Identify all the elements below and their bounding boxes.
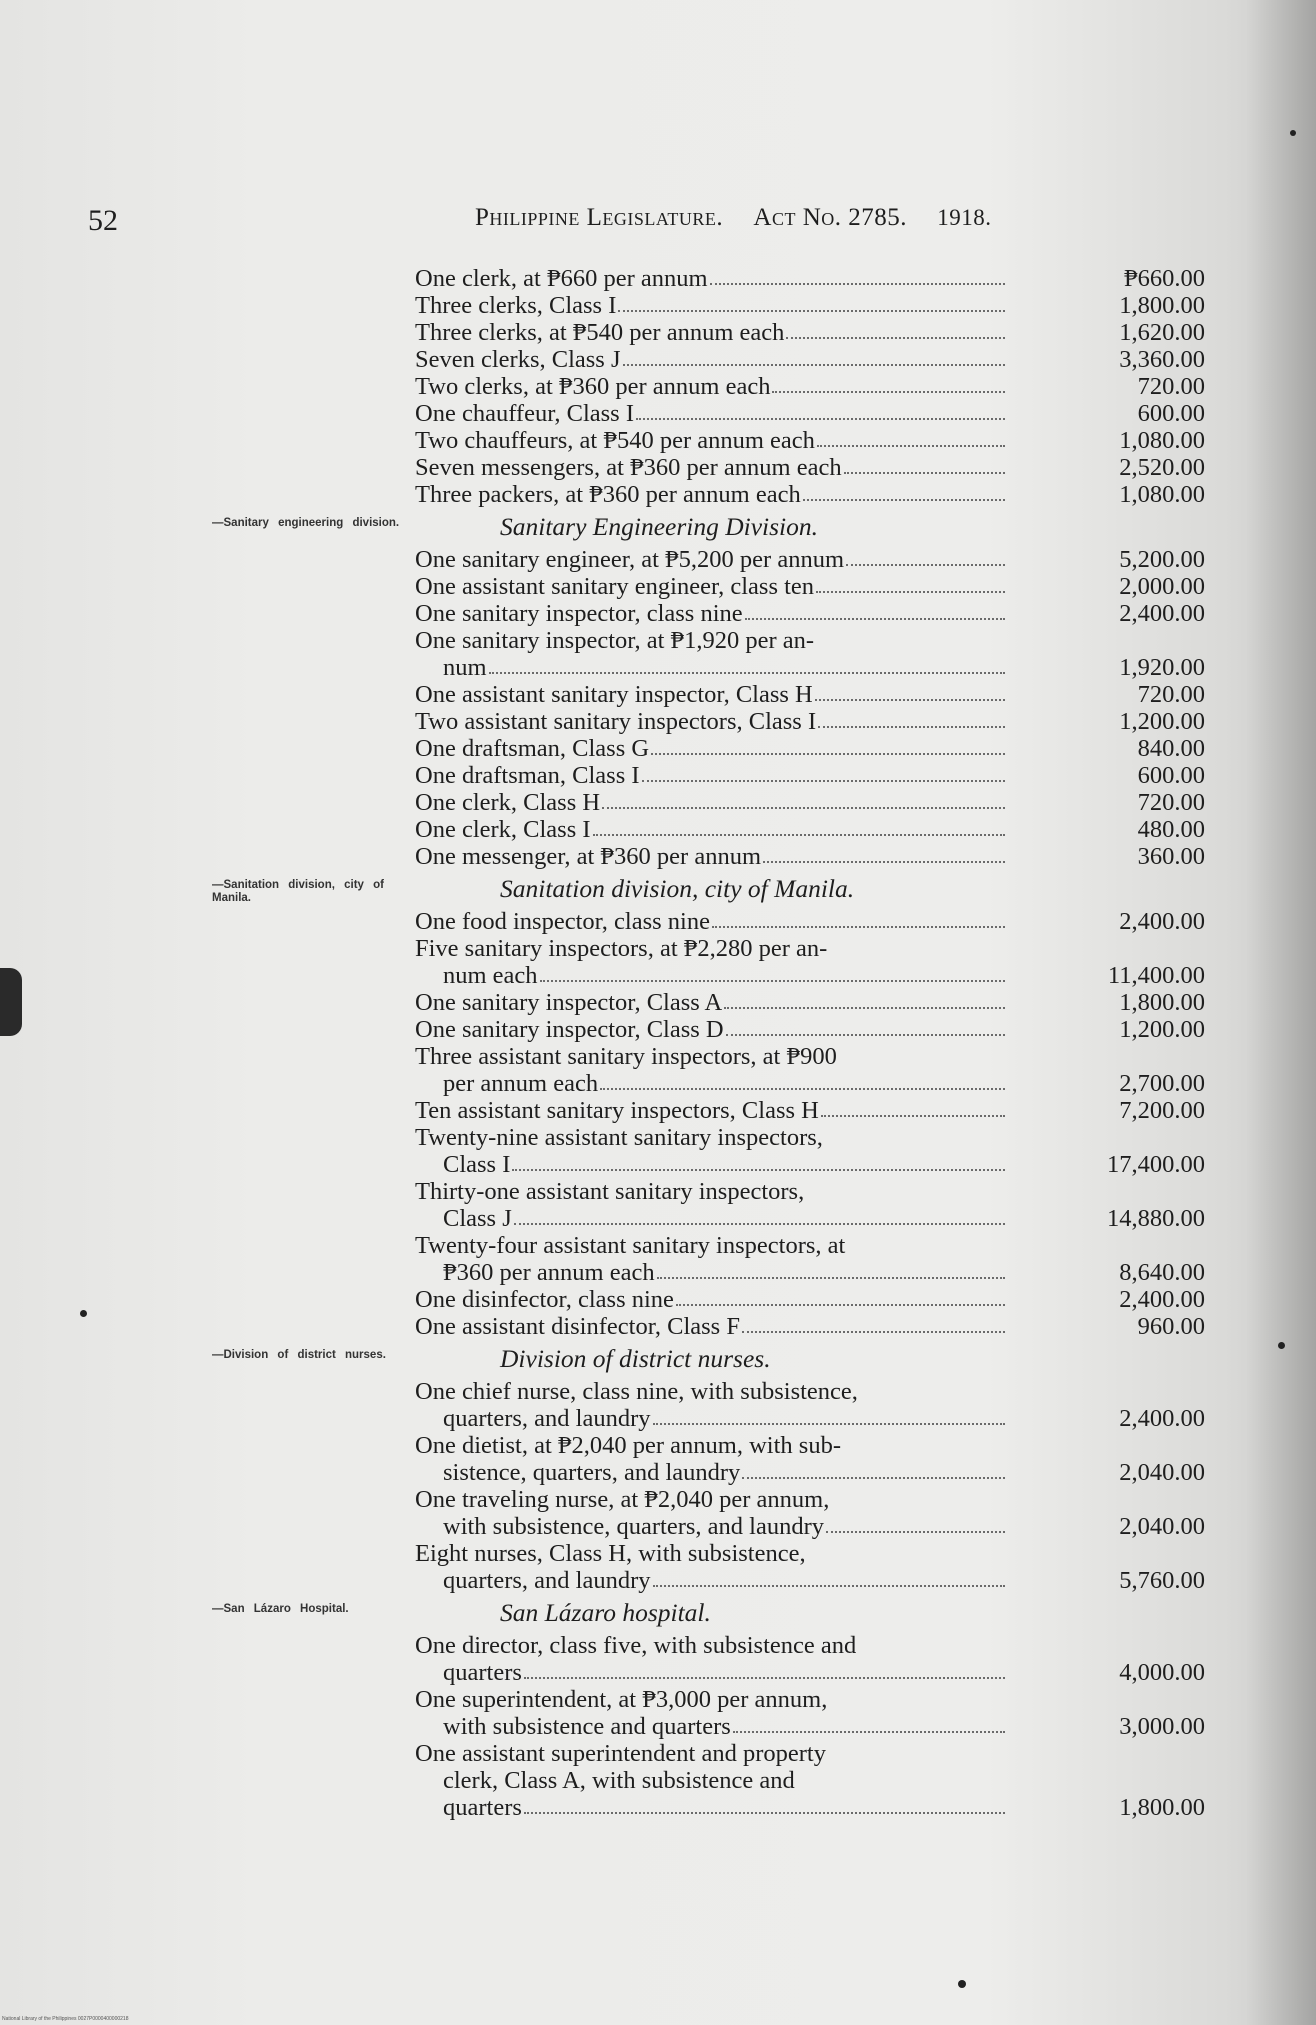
line-item-description: One dietist, at ₱2,040 per annum, with sub- [415, 1432, 841, 1459]
line-item-amount: 17,400.00 [1107, 1151, 1205, 1178]
line-item-description: One traveling nurse, at ₱2,040 per annum, [415, 1486, 830, 1513]
section-heading: Sanitation division, city of Manila. [500, 874, 855, 903]
dot-leader [712, 908, 1005, 928]
line-item-amount: 360.00 [1137, 843, 1205, 870]
dot-leader [710, 265, 1005, 285]
line-item-description: quarters, and laundry [443, 1405, 651, 1432]
line-item-text-row [415, 1043, 1007, 1070]
marginal-note: —San Lázaro Hospital. [212, 1603, 349, 1615]
line-item-amount: 1,800.00 [1119, 1794, 1205, 1821]
line-item-description: Three packers, at ₱360 per annum each [415, 481, 801, 508]
line-item-description: One sanitary engineer, at ₱5,200 per annum [415, 546, 845, 573]
line-item [415, 481, 1205, 508]
line-item-text-row [415, 1232, 1007, 1259]
line-item-description: Seven messengers, at ₱360 per annum each [415, 454, 842, 481]
line-item-amount: 480.00 [1137, 816, 1205, 843]
line-item [415, 400, 1205, 427]
line-item-text-row [415, 319, 1007, 346]
dot-leader [636, 400, 1005, 420]
line-item-description: Seven clerks, Class J [415, 346, 621, 373]
line-item [415, 1378, 1205, 1432]
line-item-description: with subsistence and quarters [443, 1713, 731, 1740]
line-item-description: One draftsman, Class I [415, 762, 640, 789]
dot-leader [745, 600, 1005, 620]
line-item-text-row [415, 1378, 1007, 1405]
line-item-text-row [415, 1178, 1007, 1205]
section-heading: San Lázaro hospital. [500, 1598, 711, 1627]
line-item-amount: 2,400.00 [1119, 1405, 1205, 1432]
line-item-description: One assistant superintendent and property [415, 1740, 826, 1767]
line-item-text-row [415, 789, 1007, 816]
dot-leader [816, 573, 1005, 593]
line-item-description: One clerk, Class I [415, 816, 591, 843]
dot-leader [651, 735, 1005, 755]
line-item-text-row [415, 1070, 1007, 1097]
line-item-text-row [415, 1767, 1007, 1794]
line-item-text-row [415, 1259, 1007, 1286]
dot-leader [540, 962, 1005, 982]
line-item [415, 573, 1205, 600]
line-item-description: Two assistant sanitary inspectors, Class I [415, 708, 817, 735]
line-item-amount: 3,000.00 [1119, 1713, 1205, 1740]
line-item-description: One sanitary inspector, Class D [415, 1016, 724, 1043]
line-item-description: quarters, and laundry [443, 1567, 651, 1594]
dot-leader [815, 681, 1005, 701]
line-item-description: Eight nurses, Class H, with subsistence, [415, 1540, 806, 1567]
line-item-description: Twenty-nine assistant sanitary inspectors, [415, 1124, 823, 1151]
line-item-text-row [415, 681, 1007, 708]
line-item-description: Three clerks, Class I [415, 292, 617, 319]
line-item [415, 454, 1205, 481]
running-head-year: 1918. [937, 205, 992, 230]
line-item-amount: 720.00 [1137, 373, 1205, 400]
line-item-text-row [415, 1659, 1007, 1686]
section-heading: Division of district nurses. [500, 1344, 771, 1373]
line-item [415, 292, 1205, 319]
line-item-text-row [415, 1151, 1007, 1178]
page-number: 52 [88, 204, 118, 237]
line-item [415, 1486, 1205, 1540]
scan-speck [1290, 130, 1296, 136]
dot-leader [726, 1016, 1005, 1036]
line-item-description: One clerk, Class H [415, 789, 601, 816]
dot-leader [618, 292, 1005, 312]
line-item-text-row [415, 292, 1007, 319]
line-item-description: One superintendent, at ₱3,000 per annum, [415, 1686, 828, 1713]
line-item-amount: 2,700.00 [1119, 1070, 1205, 1097]
line-item [415, 1632, 1205, 1686]
line-item-description: Ten assistant sanitary inspectors, Class H [415, 1097, 819, 1124]
dot-leader [653, 1405, 1006, 1425]
line-item [415, 1286, 1205, 1313]
line-item-text-row [415, 1286, 1007, 1313]
line-item-amount: 2,040.00 [1119, 1513, 1205, 1540]
line-item-text-row [415, 1486, 1007, 1513]
line-item [415, 627, 1205, 681]
line-item-description: One assistant sanitary inspector, Class H [415, 681, 813, 708]
line-item [415, 681, 1205, 708]
dot-leader [653, 1567, 1006, 1587]
line-item [415, 265, 1205, 292]
dot-leader [772, 373, 1005, 393]
line-item-description: One messenger, at ₱360 per annum [415, 843, 762, 870]
line-item [415, 935, 1205, 989]
line-item-amount: 720.00 [1137, 681, 1205, 708]
line-item-text-row [415, 708, 1007, 735]
marginal-note: —Sanitation division, city of Manila. [212, 879, 384, 904]
line-item-amount: 1,920.00 [1119, 654, 1205, 681]
line-item [415, 319, 1205, 346]
line-item-text-row [415, 1740, 1007, 1767]
line-item-amount: 1,800.00 [1119, 292, 1205, 319]
dot-leader [733, 1713, 1005, 1733]
line-item [415, 1178, 1205, 1232]
line-item-text-row [415, 1794, 1007, 1821]
dot-leader [642, 762, 1005, 782]
line-item-description: One disinfector, class nine [415, 1286, 674, 1313]
line-item-text-row [415, 400, 1007, 427]
line-item-text-row [415, 454, 1007, 481]
line-item-amount: 2,400.00 [1119, 600, 1205, 627]
dot-leader [602, 789, 1005, 809]
line-item-amount: 2,400.00 [1119, 1286, 1205, 1313]
line-item [415, 989, 1205, 1016]
line-item-text-row [415, 373, 1007, 400]
line-item-amount: 7,200.00 [1119, 1097, 1205, 1124]
line-item-description: Two chauffeurs, at ₱540 per annum each [415, 427, 815, 454]
line-item [415, 427, 1205, 454]
line-item-description: Three assistant sanitary inspectors, at ₱900 [415, 1043, 837, 1070]
line-item-amount: 1,080.00 [1119, 481, 1205, 508]
line-item-text-row [415, 1513, 1007, 1540]
line-item-text-row [415, 989, 1007, 1016]
line-item-text-row [415, 654, 1007, 681]
line-item [415, 843, 1205, 870]
dot-leader [818, 708, 1005, 728]
line-item [415, 1016, 1205, 1043]
line-item-amount: 1,200.00 [1119, 708, 1205, 735]
dot-leader [817, 427, 1005, 447]
line-item-amount: 960.00 [1137, 1313, 1205, 1340]
line-item-amount: 600.00 [1137, 400, 1205, 427]
line-item-amount: 720.00 [1137, 789, 1205, 816]
scan-speck [1278, 1342, 1285, 1349]
dot-leader [524, 1659, 1005, 1679]
dot-leader [742, 1459, 1005, 1479]
line-item-amount: 2,400.00 [1119, 908, 1205, 935]
line-item-description: One sanitary inspector, class nine [415, 600, 743, 627]
line-item [415, 1432, 1205, 1486]
line-item [415, 789, 1205, 816]
line-item-text-row [415, 481, 1007, 508]
line-item-description: clerk, Class A, with subsistence and [443, 1767, 795, 1794]
line-item-text-row [415, 1459, 1007, 1486]
line-item-text-row [415, 427, 1007, 454]
line-item-text-row [415, 962, 1007, 989]
dot-leader [623, 346, 1006, 366]
line-item [415, 1043, 1205, 1097]
line-item-text-row [415, 908, 1007, 935]
line-item [415, 762, 1205, 789]
line-item [415, 1740, 1205, 1821]
section-heading: Sanitary Engineering Division. [500, 512, 819, 541]
line-item-text-row [415, 1016, 1007, 1043]
dot-leader [844, 454, 1005, 474]
line-item-description: Thirty-one assistant sanitary inspectors, [415, 1178, 805, 1205]
line-item-amount: 4,000.00 [1119, 1659, 1205, 1686]
line-item-amount: 5,760.00 [1119, 1567, 1205, 1594]
line-item-text-row [415, 816, 1007, 843]
line-item-amount: 2,520.00 [1119, 454, 1205, 481]
line-item-text-row [415, 1205, 1007, 1232]
dot-leader [676, 1286, 1005, 1306]
line-item-text-row [415, 1567, 1007, 1594]
line-item [415, 600, 1205, 627]
scan-speck [958, 1980, 966, 1988]
line-item-amount: 2,040.00 [1119, 1459, 1205, 1486]
line-item-text-row [415, 1540, 1007, 1567]
line-item-description: One clerk, at ₱660 per annum [415, 265, 708, 292]
line-item-text-row [415, 1124, 1007, 1151]
line-item-description: One assistant disinfector, Class F [415, 1313, 740, 1340]
line-item-text-row [415, 1686, 1007, 1713]
line-item-text-row [415, 1313, 1007, 1340]
line-item [415, 546, 1205, 573]
line-item-description: One director, class five, with subsistence and [415, 1632, 857, 1659]
line-item [415, 708, 1205, 735]
line-item-description: Class J [443, 1205, 512, 1232]
line-item-amount: 1,200.00 [1119, 1016, 1205, 1043]
line-item-description: per annum each [443, 1070, 599, 1097]
line-item-description: ₱360 per annum each [443, 1259, 655, 1286]
line-item-description: Class I [443, 1151, 511, 1178]
line-item-description: One assistant sanitary engineer, class ten [415, 573, 815, 600]
line-item-amount: 840.00 [1137, 735, 1205, 762]
line-item-text-row [415, 1405, 1007, 1432]
line-item-description: One chauffeur, Class I [415, 400, 634, 427]
line-item-amount: 1,800.00 [1119, 989, 1205, 1016]
line-item-description: quarters [443, 1794, 522, 1821]
line-item-description: num each [443, 962, 538, 989]
dot-leader [593, 816, 1005, 836]
line-item-description: with subsistence, quarters, and laundry [443, 1513, 825, 1540]
line-item-text-row [415, 762, 1007, 789]
marginal-note: —Sanitary engineering division. [212, 517, 400, 529]
line-item-amount: 14,880.00 [1107, 1205, 1205, 1232]
line-item-description: Two clerks, at ₱360 per annum each [415, 373, 771, 400]
line-item-description: One sanitary inspector, at ₱1,920 per an- [415, 627, 815, 654]
line-item [415, 1232, 1205, 1286]
line-item-description: Five sanitary inspectors, at ₱2,280 per an- [415, 935, 828, 962]
line-item-description: Three clerks, at ₱540 per annum each [415, 319, 785, 346]
running-head-act: Act No. 2785. [753, 204, 908, 231]
dot-leader [821, 1097, 1005, 1117]
dot-leader [724, 989, 1005, 1009]
line-item-text-row [415, 546, 1007, 573]
line-item [415, 1097, 1205, 1124]
line-item-amount: 5,200.00 [1119, 546, 1205, 573]
line-item-amount: ₱660.00 [1123, 265, 1205, 292]
line-item [415, 735, 1205, 762]
line-item-text-row [415, 265, 1007, 292]
line-item [415, 1313, 1205, 1340]
line-item-description: One chief nurse, class nine, with subsistence, [415, 1378, 858, 1405]
line-item-amount: 8,640.00 [1119, 1259, 1205, 1286]
dot-leader [742, 1313, 1005, 1333]
line-item-description: One food inspector, class nine [415, 908, 710, 935]
line-item-text-row [415, 573, 1007, 600]
line-item-amount: 600.00 [1137, 762, 1205, 789]
scan-footer: National Library of the Philippines 0027P0000400000218 [2, 2016, 129, 2022]
line-item [415, 373, 1205, 400]
line-item-text-row [415, 600, 1007, 627]
line-item [415, 1686, 1205, 1740]
dot-leader [803, 481, 1005, 501]
line-item-text-row [415, 735, 1007, 762]
line-item-text-row [415, 1097, 1007, 1124]
line-item [415, 1124, 1205, 1178]
line-item-description: Twenty-four assistant sanitary inspectors, at [415, 1232, 846, 1259]
line-item [415, 908, 1205, 935]
dot-leader [524, 1794, 1005, 1814]
dot-leader [489, 654, 1005, 674]
dot-leader [786, 319, 1005, 339]
line-item-text-row [415, 843, 1007, 870]
line-item-amount: 11,400.00 [1107, 962, 1205, 989]
line-item-description: quarters [443, 1659, 522, 1686]
line-item-text-row [415, 627, 1007, 654]
line-item-amount: 3,360.00 [1119, 346, 1205, 373]
line-item-description: One draftsman, Class G [415, 735, 650, 762]
dot-leader [846, 546, 1005, 566]
line-item-text-row [415, 935, 1007, 962]
line-item-text-row [415, 1632, 1007, 1659]
line-item-text-row [415, 346, 1007, 373]
line-item [415, 346, 1205, 373]
running-head-title: Philippine Legislature. [475, 204, 724, 231]
line-item-description: One sanitary inspector, Class A [415, 989, 723, 1016]
line-item-text-row [415, 1713, 1007, 1740]
line-item-amount: 2,000.00 [1119, 573, 1205, 600]
line-item-text-row [415, 1432, 1007, 1459]
line-item [415, 1540, 1205, 1594]
dot-leader [512, 1151, 1005, 1171]
line-item-amount: 1,080.00 [1119, 427, 1205, 454]
scan-speck [80, 1310, 87, 1317]
line-item-description: sistence, quarters, and laundry [443, 1459, 741, 1486]
line-item-amount: 1,620.00 [1119, 319, 1205, 346]
line-item [415, 816, 1205, 843]
dot-leader [600, 1070, 1005, 1090]
dot-leader [657, 1259, 1005, 1279]
line-item-description: num [443, 654, 487, 681]
dot-leader [763, 843, 1005, 863]
dot-leader [514, 1205, 1005, 1225]
marginal-note: —Division of district nurses. [212, 1349, 386, 1361]
dot-leader [826, 1513, 1005, 1533]
